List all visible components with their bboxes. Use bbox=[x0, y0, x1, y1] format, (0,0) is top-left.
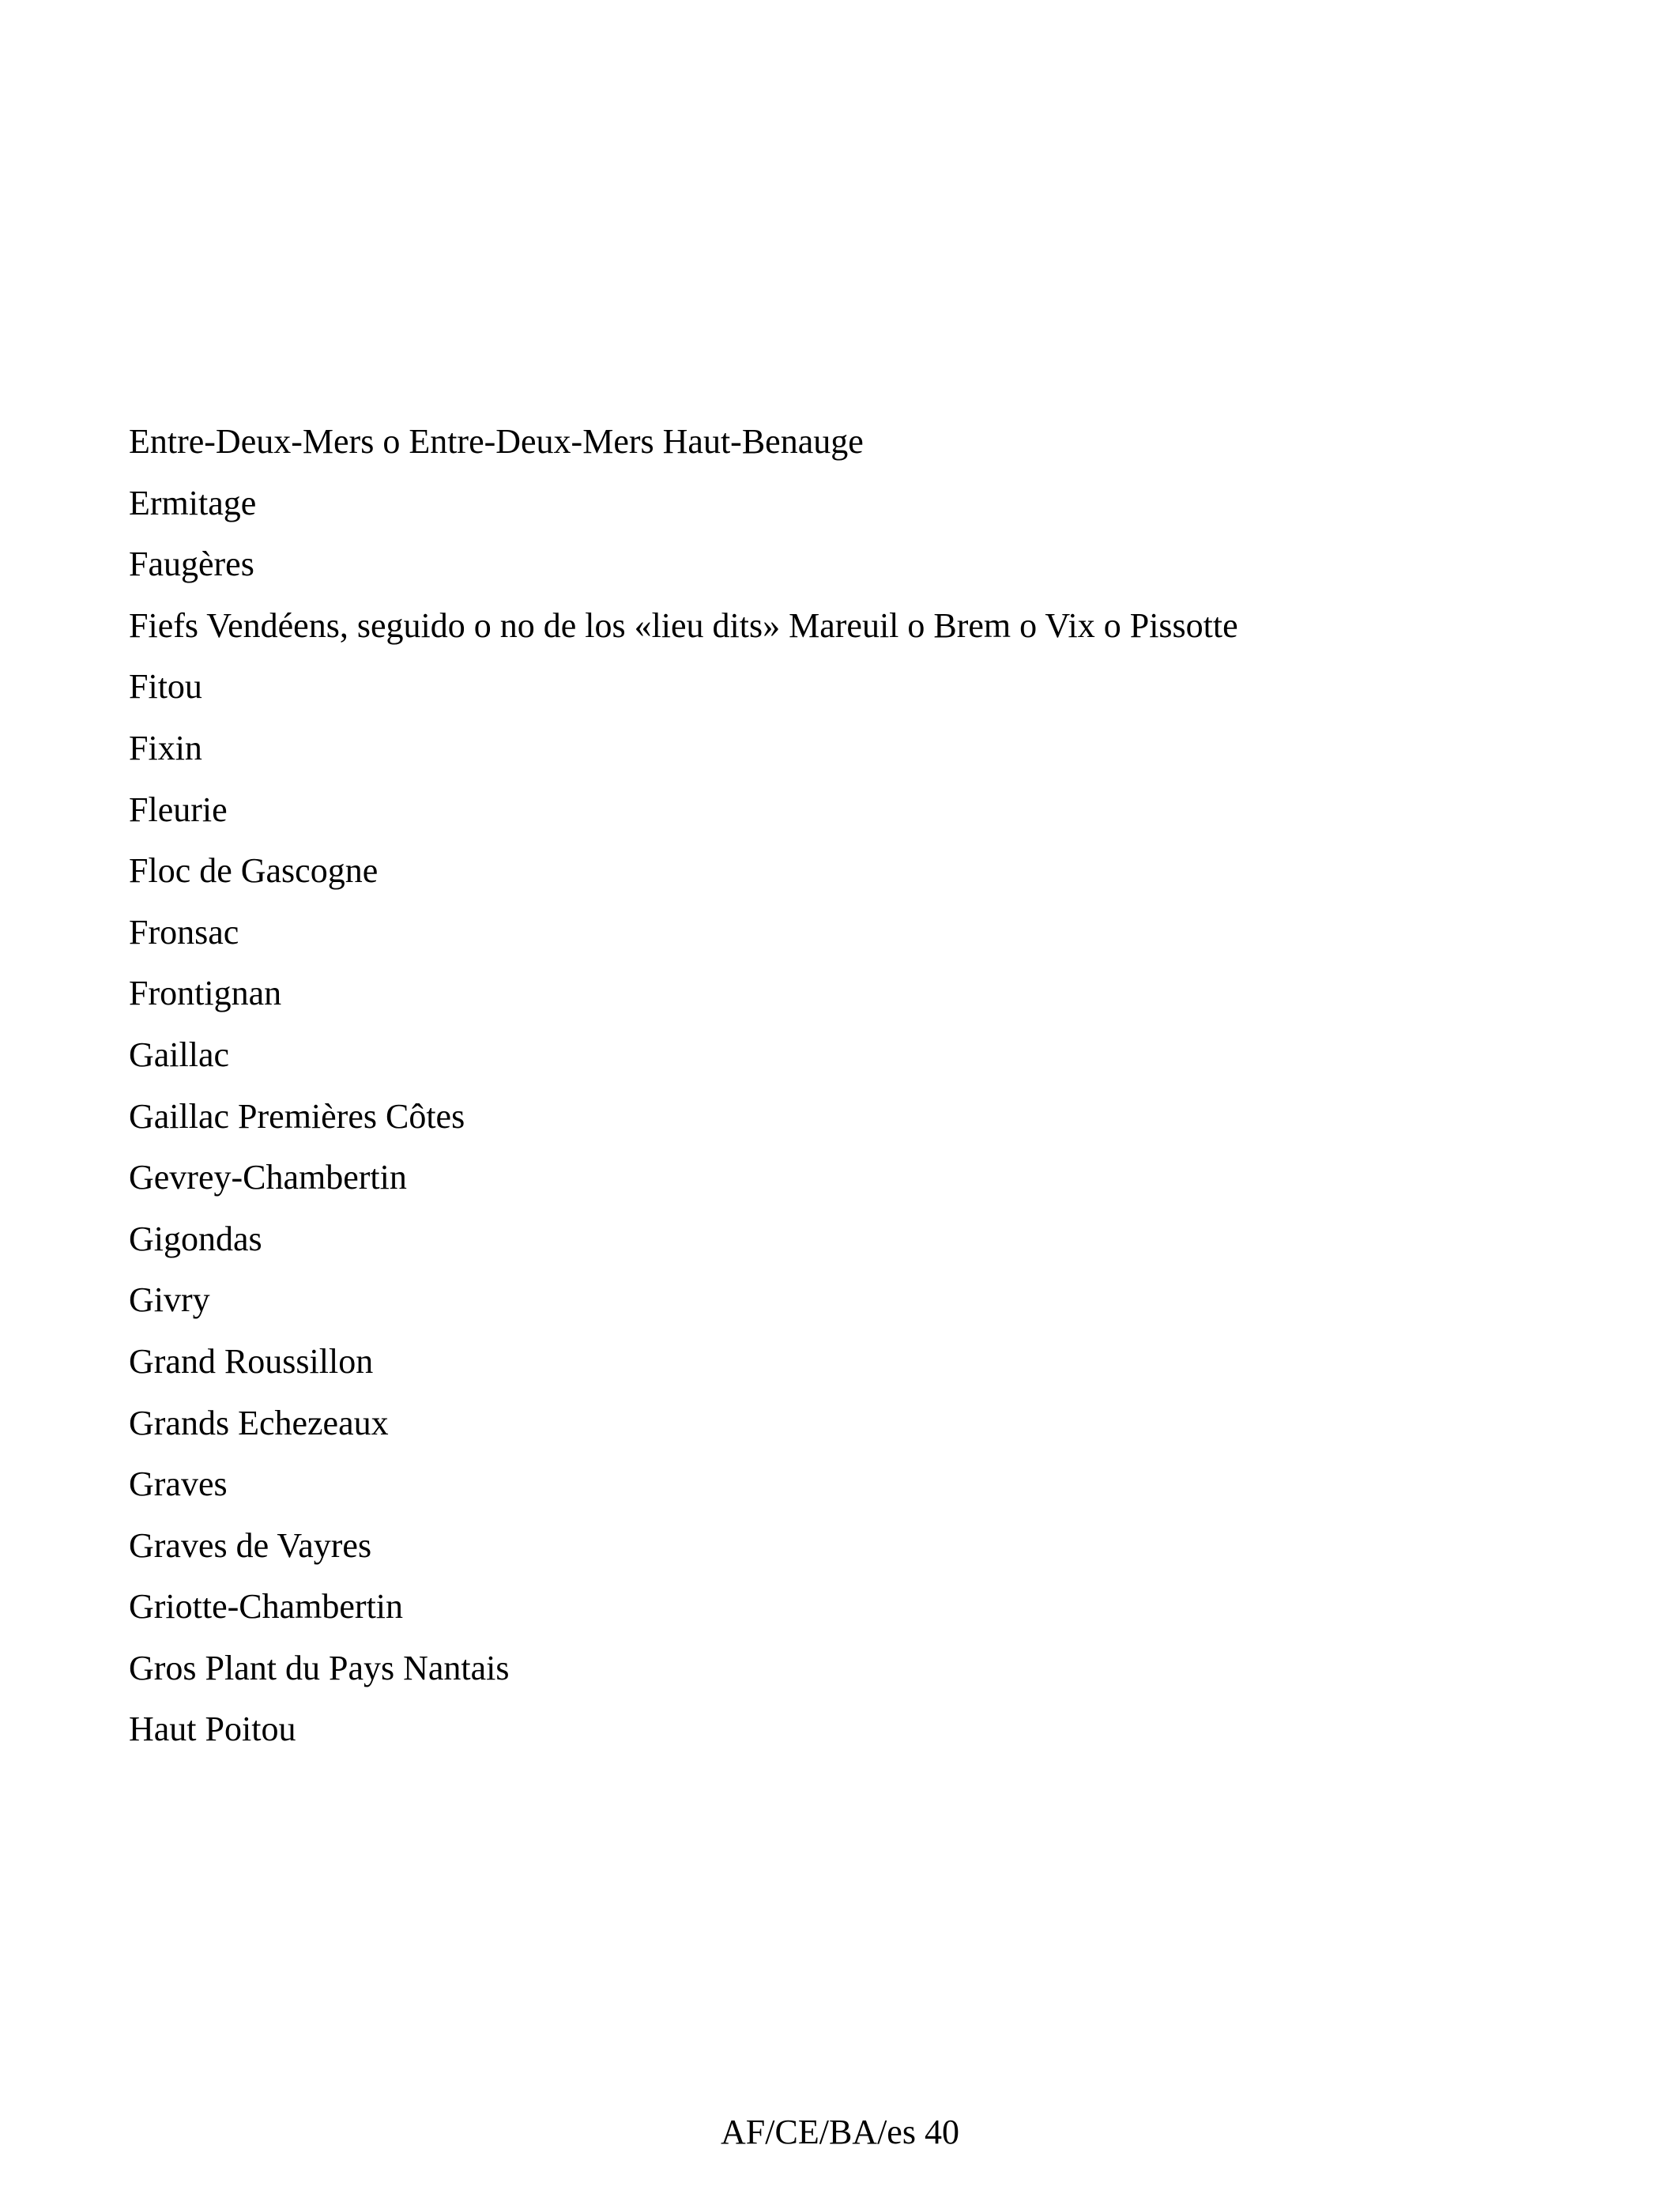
list-item: Frontignan bbox=[129, 974, 282, 1013]
list-item: Graves de Vayres bbox=[129, 1525, 372, 1565]
list-item: Gaillac Premières Côtes bbox=[129, 1096, 465, 1136]
list-item: Gros Plant du Pays Nantais bbox=[129, 1648, 510, 1687]
list-item: Givry bbox=[129, 1280, 210, 1320]
list-item: Fixin bbox=[129, 728, 202, 767]
list-item: Graves bbox=[129, 1465, 228, 1504]
list-item: Fronsac bbox=[129, 912, 239, 952]
list-item: Entre-Deux-Mers o Entre-Deux-Mers Haut-Benauge bbox=[129, 422, 864, 461]
list-item: Fitou bbox=[129, 667, 202, 707]
list-item: Faugères bbox=[129, 545, 254, 584]
list-item: Grands Echezeaux bbox=[129, 1403, 389, 1442]
appellation-list bbox=[129, 411, 1238, 1760]
list-item: Haut Poitou bbox=[129, 1710, 296, 1749]
list-item: Gevrey-Chambertin bbox=[129, 1158, 407, 1197]
list-item: Gaillac bbox=[129, 1035, 230, 1074]
list-item: Gigondas bbox=[129, 1219, 262, 1258]
list-item: Ermitage bbox=[129, 483, 257, 522]
list-item: Griotte-Chambertin bbox=[129, 1587, 404, 1627]
page-footer-reference: AF/CE/BA/es 40 bbox=[721, 2113, 959, 2151]
list-item: Grand Roussillon bbox=[129, 1341, 374, 1381]
list-item: Fleurie bbox=[129, 790, 228, 829]
list-item: Floc de Gascogne bbox=[129, 851, 379, 891]
list-item: Fiefs Vendéens, seguido o no de los «lieu dits» Mareuil o Brem o Vix o Pissotte bbox=[129, 605, 1238, 645]
